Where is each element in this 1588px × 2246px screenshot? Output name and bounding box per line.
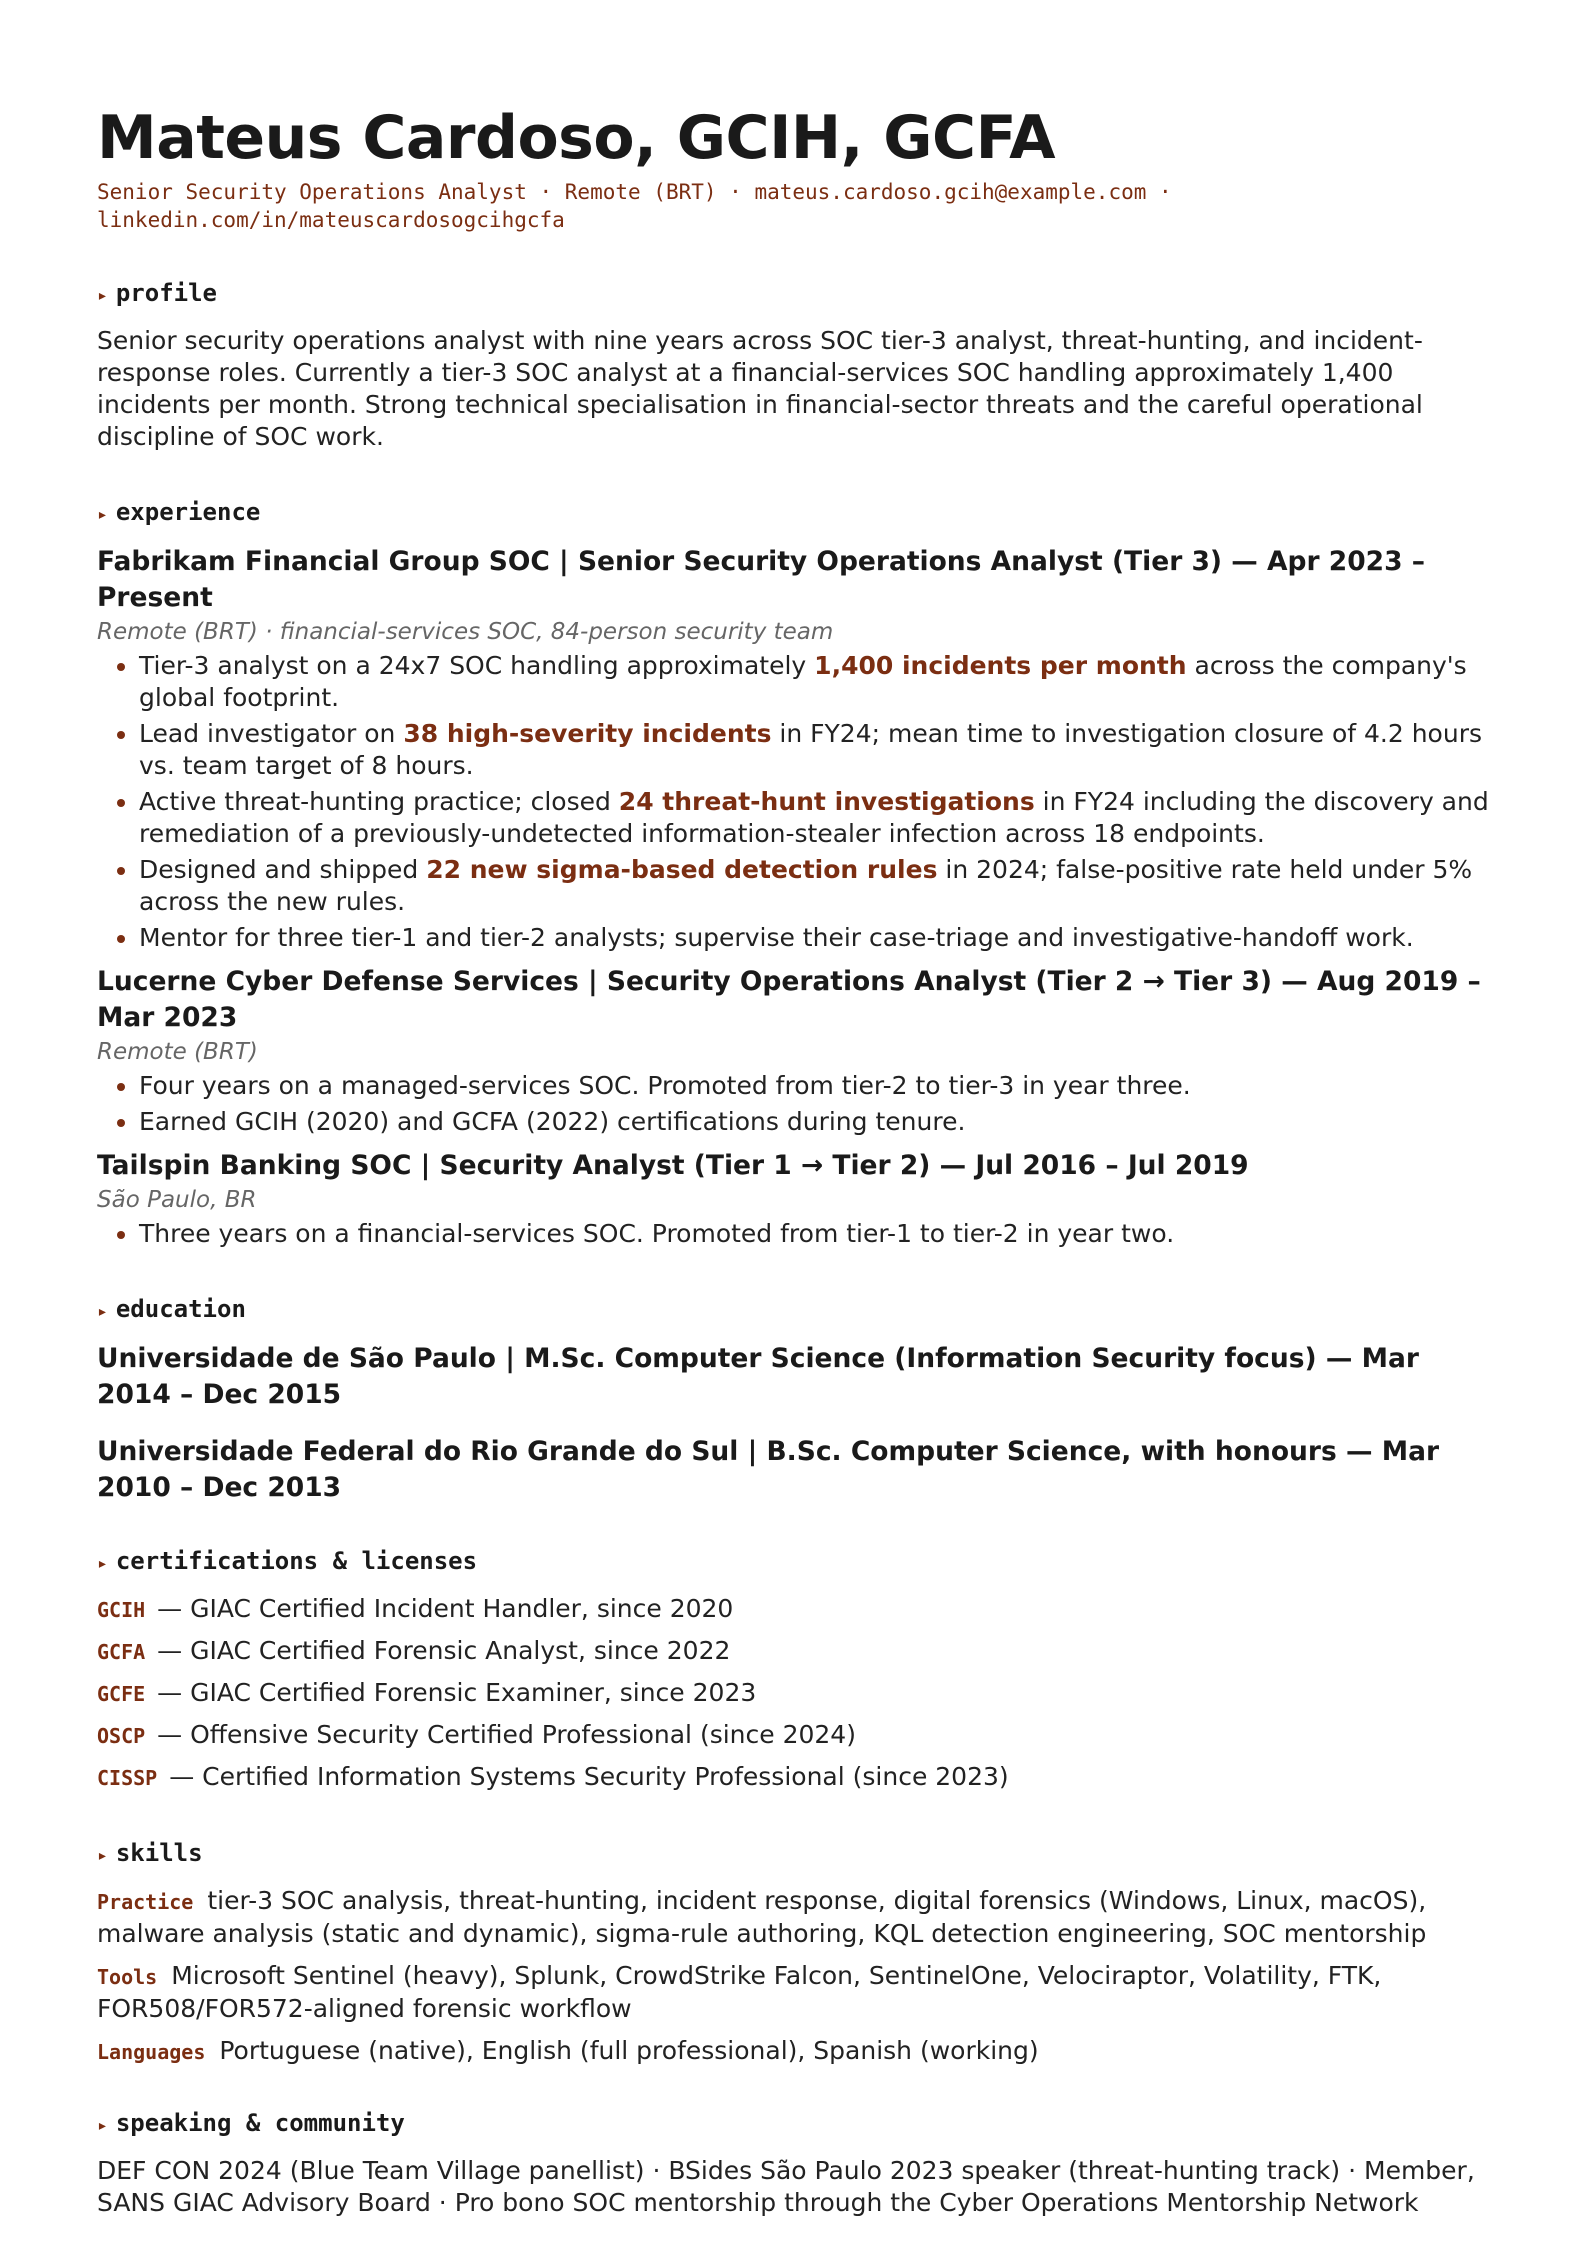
job-meta: São Paulo, BR <box>97 1187 257 1213</box>
skill-label: Tools <box>97 1965 158 1989</box>
candidate-name: Mateus Cardoso, GCIH, GCFA <box>97 103 1056 173</box>
skill-text: Microsoft Sentinel (heavy), Splunk, CrowdStrike Falcon, SentinelOne, Velociraptor, Volatility, FTK, FOR508/FOR572-aligned forensic workflow <box>97 1961 1382 2023</box>
cert-code: GCFA <box>97 1640 146 1664</box>
highlight-metric: 1,400 incidents per month <box>814 651 1187 680</box>
profile-summary: Senior security operations analyst with nine years across SOC tier-3 analyst, threat-hunting, and incident-response roles. Currently a tier-3 SOC analyst at a financial-services SOC handling approximately 1,400 incidents per month. Strong technical specialisation in financial-sector threats and the careful operational discipline of SOC work. <box>97 326 1423 451</box>
highlight-metric: 38 high-severity incidents <box>403 719 772 748</box>
cert-code: CISSP <box>97 1766 158 1790</box>
cert-code: GCIH <box>97 1598 146 1622</box>
section-heading-label: education <box>115 1295 246 1323</box>
speaking-community-text: DEF CON 2024 (Blue Team Village panellist) · BSides São Paulo 2023 speaker (threat-hunting track) · Member, SANS GIAC Advisory Board · Pro bono SOC mentorship through the Cyber Operations Mentorship Network <box>97 2156 1475 2217</box>
cert-code: GCFE <box>97 1682 146 1706</box>
certification-item <box>97 1719 1492 1752</box>
job-bullets <box>97 1218 1492 1250</box>
triangle-right-icon: ▸ <box>97 1301 108 1322</box>
certification-item <box>97 1761 1492 1794</box>
job-title: Tailspin Banking SOC | Security Analyst (Tier 1 → Tier 2) — Jul 2016 – Jul 2019 <box>97 1150 1249 1181</box>
job-title: Lucerne Cyber Defense Services | Security Operations Analyst (Tier 2 → Tier 3) — Aug 2019 – Mar 2023 <box>97 966 1481 1033</box>
education-entry: Universidade Federal do Rio Grande do Sul | B.Sc. Computer Science, with honours — Mar 2010 – Dec 2013 <box>97 1436 1440 1503</box>
section-heading-profile <box>97 278 1492 311</box>
job-bullet: • Three years on a financial-services SOC. Promoted from tier-1 to tier-2 in year two. <box>139 1218 1492 1250</box>
education-entry: Universidade de São Paulo | M.Sc. Computer Science (Information Security focus) — Mar 2014 – Dec 2015 <box>97 1343 1419 1410</box>
job-bullet: • Active threat-hunting practice; closed 24 threat-hunt investigations in FY24 including the discovery and remediation of a previously-undetected information-stealer infection across 18 endpoints. <box>139 786 1492 850</box>
highlight-metric: 24 threat-hunt investigations <box>618 787 1035 816</box>
contact-info <box>97 178 1492 234</box>
job-bullet: • Four years on a managed-services SOC. Promoted from tier-2 to tier-3 in year three. <box>139 1070 1492 1102</box>
section-heading-label: speaking & community <box>115 2109 405 2137</box>
triangle-right-icon: ▸ <box>97 1553 108 1574</box>
section-heading-experience <box>97 497 1492 530</box>
job-bullet: • Mentor for three tier-1 and tier-2 analysts; supervise their case-triage and investigative-handoff work. <box>139 922 1492 954</box>
certification-item <box>97 1635 1492 1668</box>
job-meta: Remote (BRT) · financial-services SOC, 84-person security team <box>97 619 834 645</box>
job-bullets <box>97 1070 1492 1138</box>
skill-label: Practice <box>97 1890 194 1914</box>
triangle-right-icon: ▸ <box>97 504 108 525</box>
triangle-right-icon: ▸ <box>97 1845 108 1866</box>
job-bullet: • Earned GCIH (2020) and GCFA (2022) certifications during tenure. <box>139 1106 1492 1138</box>
job-entry <box>97 1148 1492 1250</box>
section-heading-certifications <box>97 1546 1492 1579</box>
job-entry <box>97 544 1492 954</box>
highlight-metric: 22 new sigma-based detection rules <box>426 855 938 884</box>
section-heading-education <box>97 1294 1492 1327</box>
skill-text: Portuguese (native), English (full professional), Spanish (working) <box>219 2036 1039 2065</box>
section-heading-speaking <box>97 2108 1492 2141</box>
cert-description: — GIAC Certified Incident Handler, since 2020 <box>157 1594 734 1623</box>
triangle-right-icon: ▸ <box>97 2115 108 2136</box>
job-entry <box>97 964 1492 1138</box>
job-bullet: • Lead investigator on 38 high-severity incidents in FY24; mean time to investigation closure of 4.2 hours vs. team target of 8 hours. <box>139 718 1492 782</box>
cert-description: — GIAC Certified Forensic Analyst, since 2022 <box>157 1636 731 1665</box>
section-heading-label: experience <box>115 498 261 526</box>
cert-description: — Certified Information Systems Security Professional (since 2023) <box>169 1762 1009 1791</box>
job-bullet: • Designed and shipped 22 new sigma-based detection rules in 2024; false-positive rate held under 5% across the new rules. <box>139 854 1492 918</box>
triangle-right-icon: ▸ <box>97 285 108 306</box>
job-bullets <box>97 650 1492 954</box>
job-meta: Remote (BRT) <box>97 1039 258 1065</box>
section-heading-label: profile <box>115 279 217 307</box>
cert-code: OSCP <box>97 1724 146 1748</box>
contact-line-2: linkedin.com/in/mateuscardosogcihgcfa <box>97 208 565 232</box>
skill-label: Languages <box>97 2040 206 2064</box>
job-bullet: • Tier-3 analyst on a 24x7 SOC handling approximately 1,400 incidents per month across the company's global footprint. <box>139 650 1492 714</box>
certification-item <box>97 1593 1492 1626</box>
section-heading-skills <box>97 1838 1492 1871</box>
skill-text: tier-3 SOC analysis, threat-hunting, incident response, digital forensics (Windows, Linux, macOS), malware analysis (static and dynamic), sigma-rule authoring, KQL detection engineering, SOC mentorship <box>97 1886 1427 1948</box>
skill-row <box>97 1885 1492 1950</box>
cert-description: — Offensive Security Certified Professional (since 2024) <box>157 1720 856 1749</box>
section-heading-label: skills <box>115 1839 203 1867</box>
certification-item <box>97 1677 1492 1710</box>
cert-description: — GIAC Certified Forensic Examiner, since 2023 <box>157 1678 757 1707</box>
skill-row <box>97 2035 1492 2068</box>
section-heading-label: certifications & licenses <box>115 1547 478 1575</box>
job-title: Fabrikam Financial Group SOC | Senior Security Operations Analyst (Tier 3) — Apr 2023 – Present <box>97 546 1425 613</box>
skill-row <box>97 1960 1492 2025</box>
contact-line-1: Senior Security Operations Analyst · Remote (BRT) · mateus.cardoso.gcih@example.com · <box>97 180 1172 204</box>
